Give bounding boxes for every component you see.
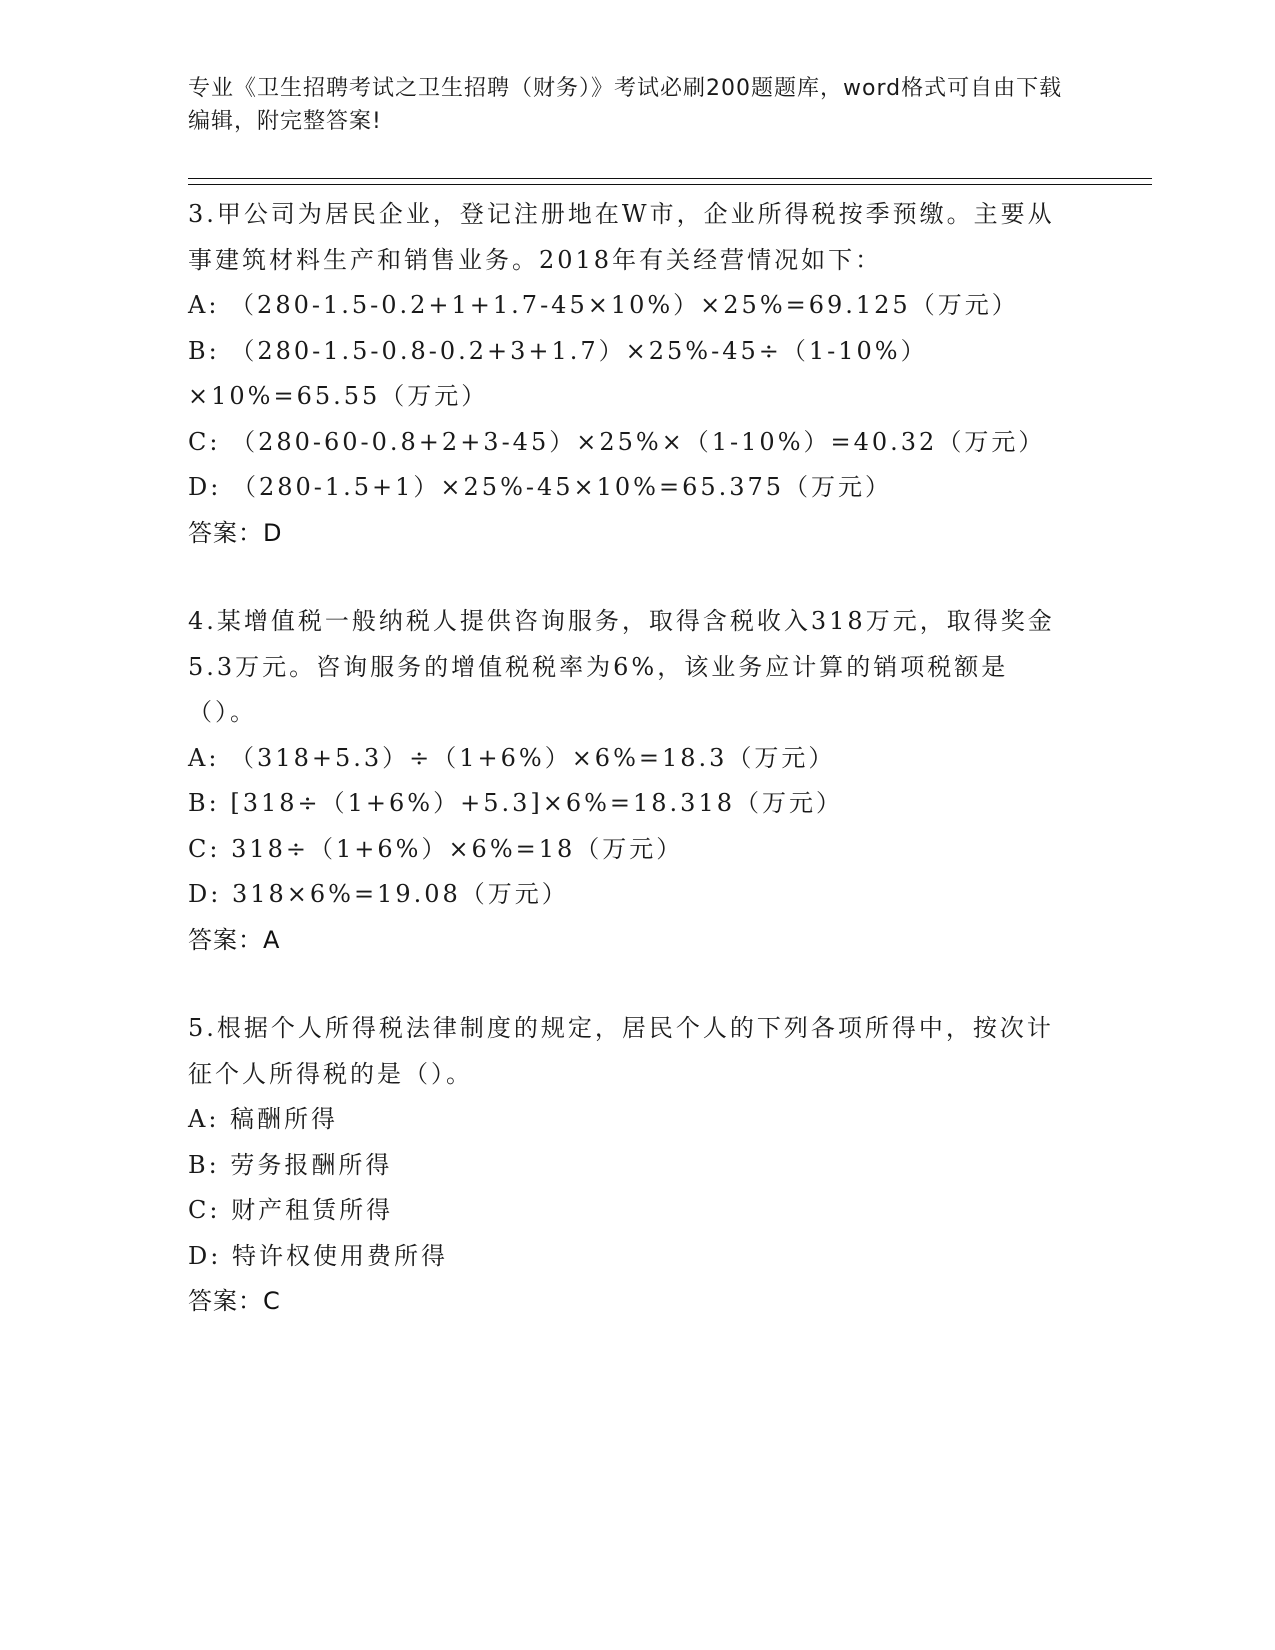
question-5 xyxy=(188,1006,1068,1325)
document-header: 专业《卫生招聘考试之卫生招聘（财务）》考试必刷200题题库，word格式可自由下载编辑，附完整答案! xyxy=(188,76,1063,134)
answer-line xyxy=(188,918,1068,964)
option-b: B: [318÷（1+6%）+5.3]×6%=18.318（万元） xyxy=(188,789,843,817)
answer-value: C xyxy=(263,1287,281,1315)
answer-value: A xyxy=(263,925,281,954)
answer-value: D xyxy=(263,518,283,547)
option-d: D: （280-1.5+1）×25%-45×10%=65.375（万元） xyxy=(188,473,893,501)
option-d: D: 318×6%=19.08（万元） xyxy=(188,880,569,908)
option-b: B: 劳务报酬所得 xyxy=(188,1150,393,1179)
answer-line xyxy=(188,1279,1068,1325)
answer-line xyxy=(188,511,1068,557)
option-c: C: 318÷（1+6%）×6%=18（万元） xyxy=(188,834,684,863)
question-3 xyxy=(188,192,1068,556)
answer-label: 答案： xyxy=(188,518,263,547)
question-stem: 4.某增值税一般纳税人提供咨询服务，取得含税收入318万元，取得奖金5.3万元。咨询服务的增值税税率为6%，该业务应计算的销项税额是（）。 xyxy=(188,607,1055,726)
question-stem: 3.甲公司为居民企业，登记注册地在W市，企业所得税按季预缴。主要从事建筑材料生产和销售业务。2018年有关经营情况如下： xyxy=(188,200,1055,274)
header-divider-top xyxy=(188,178,1152,179)
answer-label: 答案： xyxy=(188,1287,263,1315)
option-d: D: 特许权使用费所得 xyxy=(188,1241,448,1270)
option-a: A: 稿酬所得 xyxy=(188,1105,339,1133)
option-c: C: 财产租赁所得 xyxy=(188,1196,394,1224)
option-a: A: （318+5.3）÷（1+6%）×6%=18.3（万元） xyxy=(188,743,836,772)
question-list xyxy=(188,192,1068,1368)
question-stem: 5.根据个人所得税法律制度的规定，居民个人的下列各项所得中，按次计征个人所得税的是（）。 xyxy=(188,1014,1054,1088)
answer-label: 答案： xyxy=(188,925,263,954)
option-c: C: （280-60-0.8+2+3-45）×25%×（1-10%）=40.32（万元） xyxy=(188,427,1046,456)
option-b: B: （280-1.5-0.8-0.2+3+1.7）×25%-45÷（1-10%）×10%=65.55（万元） xyxy=(188,336,928,410)
header-divider-bottom xyxy=(188,184,1152,185)
question-4 xyxy=(188,599,1068,963)
option-a: A: （280-1.5-0.2+1+1.7-45×10%）×25%=69.125（万元） xyxy=(188,291,1019,319)
